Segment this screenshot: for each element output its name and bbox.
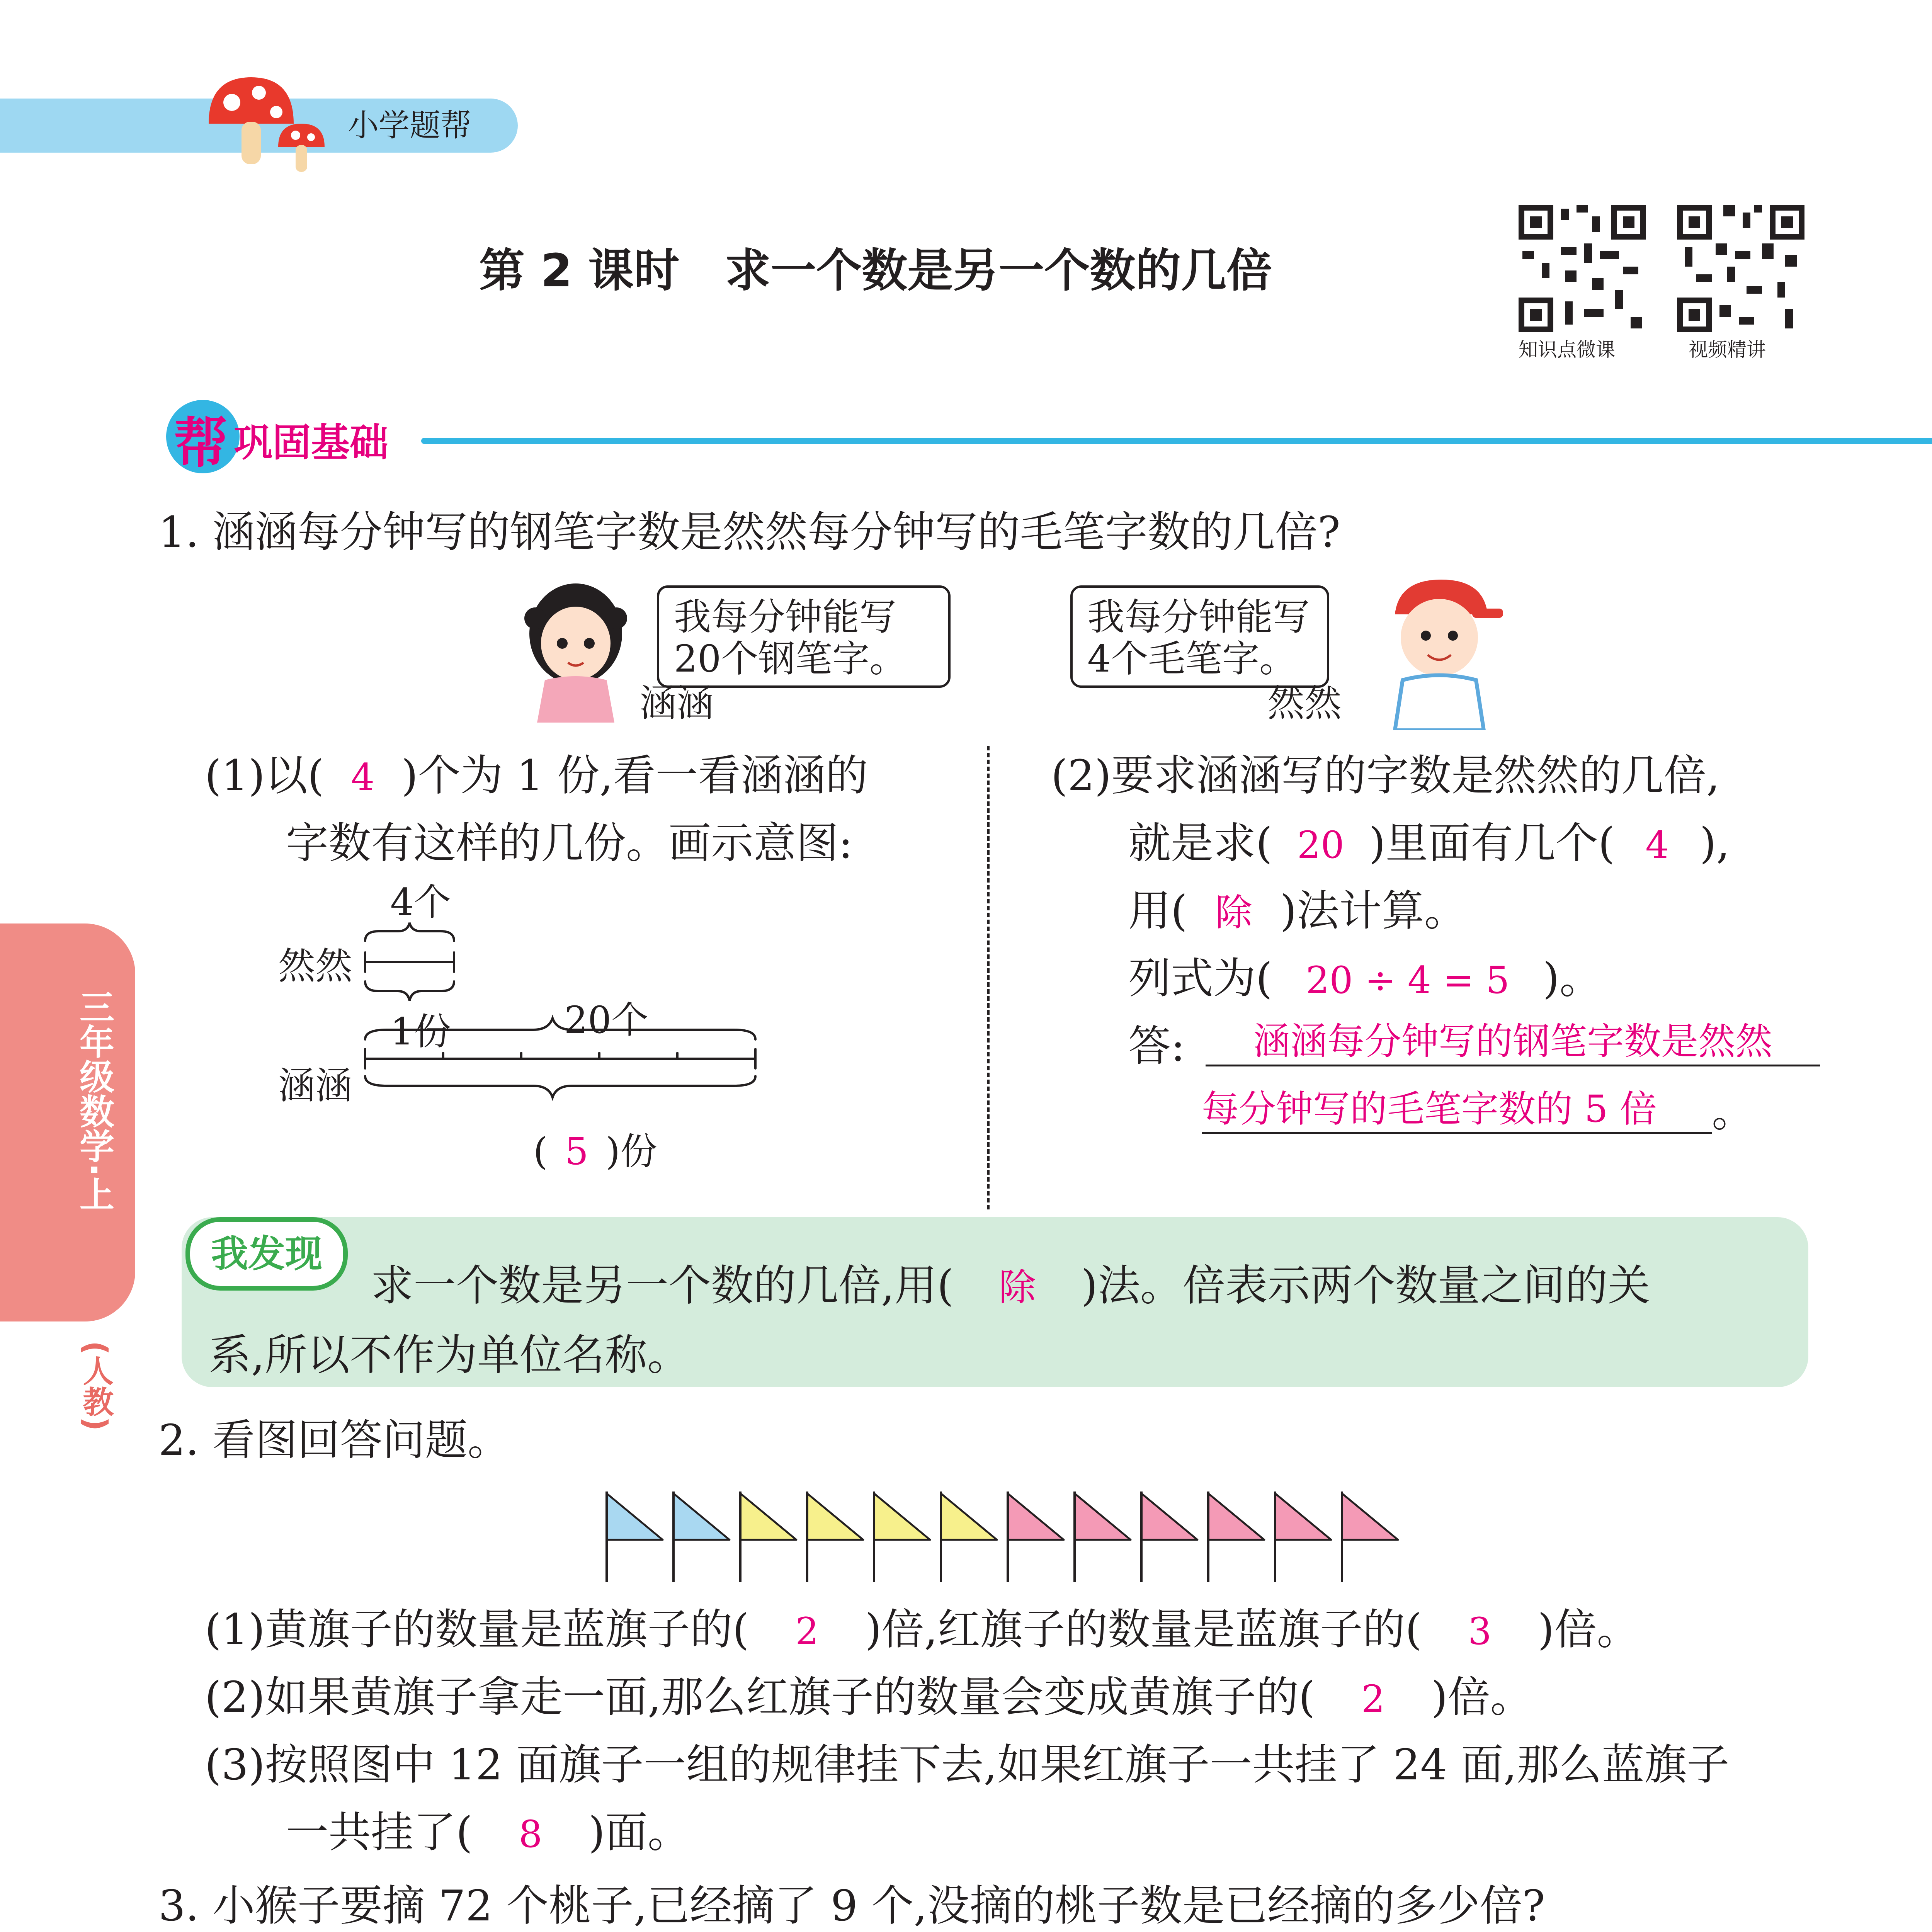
q2-s3-text-a: 一共挂了( [286, 1808, 473, 1857]
answer-red-blue: 3 [1468, 1610, 1492, 1653]
q3-prompt: 3. 小猴子要摘 72 个桃子,已经摘了 9 个,没摘的桃子数是已经摘的多少倍? [158, 1881, 1545, 1930]
q1-p1-line1 [205, 742, 868, 811]
flag-icon [807, 1492, 863, 1582]
section-title: 巩固基础 [234, 420, 388, 465]
side-tab-grade: 三年级数学·上 [73, 989, 114, 1211]
flag-icon [1275, 1492, 1331, 1582]
diagram-one-part: 1份 [390, 1010, 451, 1053]
section-divider [421, 438, 1932, 444]
flag-row [599, 1488, 1418, 1588]
diagram-row1-label: 然然 [278, 944, 352, 988]
lesson-title: 第 2 课时 求一个数是另一个数的几倍 [479, 244, 1272, 297]
q1-p2-text-b: )里面有几个( [1369, 818, 1615, 868]
diagram-total-label: 20个 [564, 998, 649, 1042]
qr-code-icon [1515, 201, 1650, 336]
diagram-bottom-a: ( [533, 1130, 548, 1173]
brand-name: 小学题帮 [348, 107, 471, 143]
q1-p2-line1: (2)要求涵涵写的字数是然然的几倍, [1051, 751, 1720, 800]
answer-per: 4 [1645, 823, 1669, 867]
q1-p1-text-b: )个为 1 份,看一看涵涵的 [401, 751, 868, 800]
q2-s3-text-b: )面。 [588, 1808, 690, 1857]
q2-s2 [205, 1663, 1533, 1733]
bubble-ranran [1070, 585, 1329, 688]
answer-expression: 20 ÷ 4 = 5 [1306, 959, 1510, 1002]
flag-icon [740, 1492, 796, 1582]
q1-p2-line4 [1128, 945, 1602, 1014]
answer-total: 20 [1297, 823, 1344, 867]
q1-prompt: 1. 涵涵每分钟写的钢笔字数是然然每分钟写的毛笔字数的几倍? [158, 507, 1340, 557]
q1-p1-line2: 字数有这样的几份。画示意图: [286, 818, 853, 868]
q1-p2-line2 [1128, 810, 1730, 879]
boy-ranran-illustration [1376, 572, 1503, 730]
discovery-text-b: )法。倍表示两个数量之间的关 [1081, 1261, 1650, 1310]
diagram-top-count: 4个 [390, 881, 451, 924]
q1-p2-line3 [1128, 877, 1467, 947]
name-hanhan: 涵涵 [639, 682, 714, 725]
girl-hanhan-illustration [514, 576, 638, 723]
flag-icon [1008, 1492, 1064, 1582]
q1-p2-text-d: 用( [1128, 886, 1187, 935]
answer-parts: 5 [565, 1130, 588, 1173]
segment-diagram [348, 920, 835, 1159]
q1-p2-text-c: ), [1699, 818, 1730, 868]
flag-icon [874, 1492, 930, 1582]
q1-p2-text-a: 就是求( [1128, 818, 1272, 868]
q2-s3-line2 [286, 1799, 690, 1868]
diagram-bottom [533, 1128, 657, 1175]
diagram-bottom-b: )份 [605, 1130, 657, 1173]
mushroom-logo-icon [193, 66, 348, 182]
q2-prompt: 2. 看图回答问题。 [158, 1415, 510, 1465]
qr-caption-right: 视频精讲 [1689, 338, 1766, 361]
column-divider [987, 746, 990, 1209]
q1-p2-answer-end: 。 [1712, 1087, 1754, 1136]
discovery-text-a: 求一个数是另一个数的几倍,用( [371, 1261, 954, 1310]
bubble-ranran-line2: 4个毛笔字。 [1087, 637, 1297, 680]
side-tab [0, 923, 135, 1321]
q2-s1-text-a: (1)黄旗子的数量是蓝旗子的( [205, 1605, 749, 1654]
flag-icon [941, 1492, 997, 1582]
q2-s3-line1: (3)按照图中 12 面旗子一组的规律挂下去,如果红旗子一共挂了 24 面,那么蓝旗子 [205, 1740, 1730, 1789]
q2-s2-text-a: (2)如果黄旗子拿走一面,那么红旗子的数量会变成黄旗子的( [205, 1672, 1315, 1722]
answer-red-yellow: 2 [1361, 1677, 1385, 1721]
flag-icon [1075, 1492, 1131, 1582]
q2-s2-text-b: )倍。 [1431, 1672, 1533, 1722]
flag-icon [1141, 1492, 1197, 1582]
q1-p2-text-e: )法计算。 [1280, 886, 1467, 935]
flag-icon [673, 1492, 730, 1582]
qr-caption-left: 知识点微课 [1519, 338, 1615, 361]
q2-s1-text-b: )倍,红旗子的数量是蓝旗子的( [865, 1605, 1422, 1654]
diagram-row2-label: 涵涵 [278, 1064, 352, 1107]
section-bang: 帮 [174, 412, 228, 475]
qr-code-icon [1673, 201, 1808, 336]
q1-p2-text-g: )。 [1543, 954, 1602, 1003]
bubble-ranran-line1: 我每分钟能写 [1087, 595, 1310, 639]
q1-p2-text-f: 列式为( [1128, 954, 1272, 1003]
q2-s1-text-c: )倍。 [1537, 1605, 1639, 1654]
bubble-hanhan [657, 585, 951, 688]
q1-p1-text-a: (1)以( [205, 751, 324, 800]
q1-p2-answer-line2: 每分钟写的毛笔字数的 5 倍 [1202, 1086, 1712, 1134]
discovery-line1 [371, 1252, 1650, 1321]
flag-icon [607, 1492, 663, 1582]
answer-discovery: 除 [998, 1266, 1036, 1309]
flag-icon [1208, 1492, 1264, 1582]
flag-icon [1342, 1492, 1398, 1582]
answer-operation: 除 [1215, 891, 1252, 934]
bubble-hanhan-line1: 我每分钟能写 [674, 595, 896, 639]
answer-blue-total: 8 [519, 1813, 543, 1856]
bubble-hanhan-line2: 20个钢笔字。 [674, 637, 907, 680]
discovery-line2: 系,所以不作为单位名称。 [209, 1330, 690, 1380]
name-ranran: 然然 [1267, 682, 1342, 725]
q1-p2-answer-line1: 涵涵每分钟写的钢笔字数是然然 [1206, 1018, 1820, 1066]
q1-p2-answer-label: 答: [1128, 1021, 1185, 1071]
q2-s1 [205, 1596, 1639, 1665]
side-tab-edition: (人教) [78, 1341, 114, 1431]
answer-yellow-blue: 2 [795, 1610, 819, 1653]
answer-unit: 4 [351, 756, 375, 799]
discovery-badge: 我发现 [185, 1217, 348, 1291]
